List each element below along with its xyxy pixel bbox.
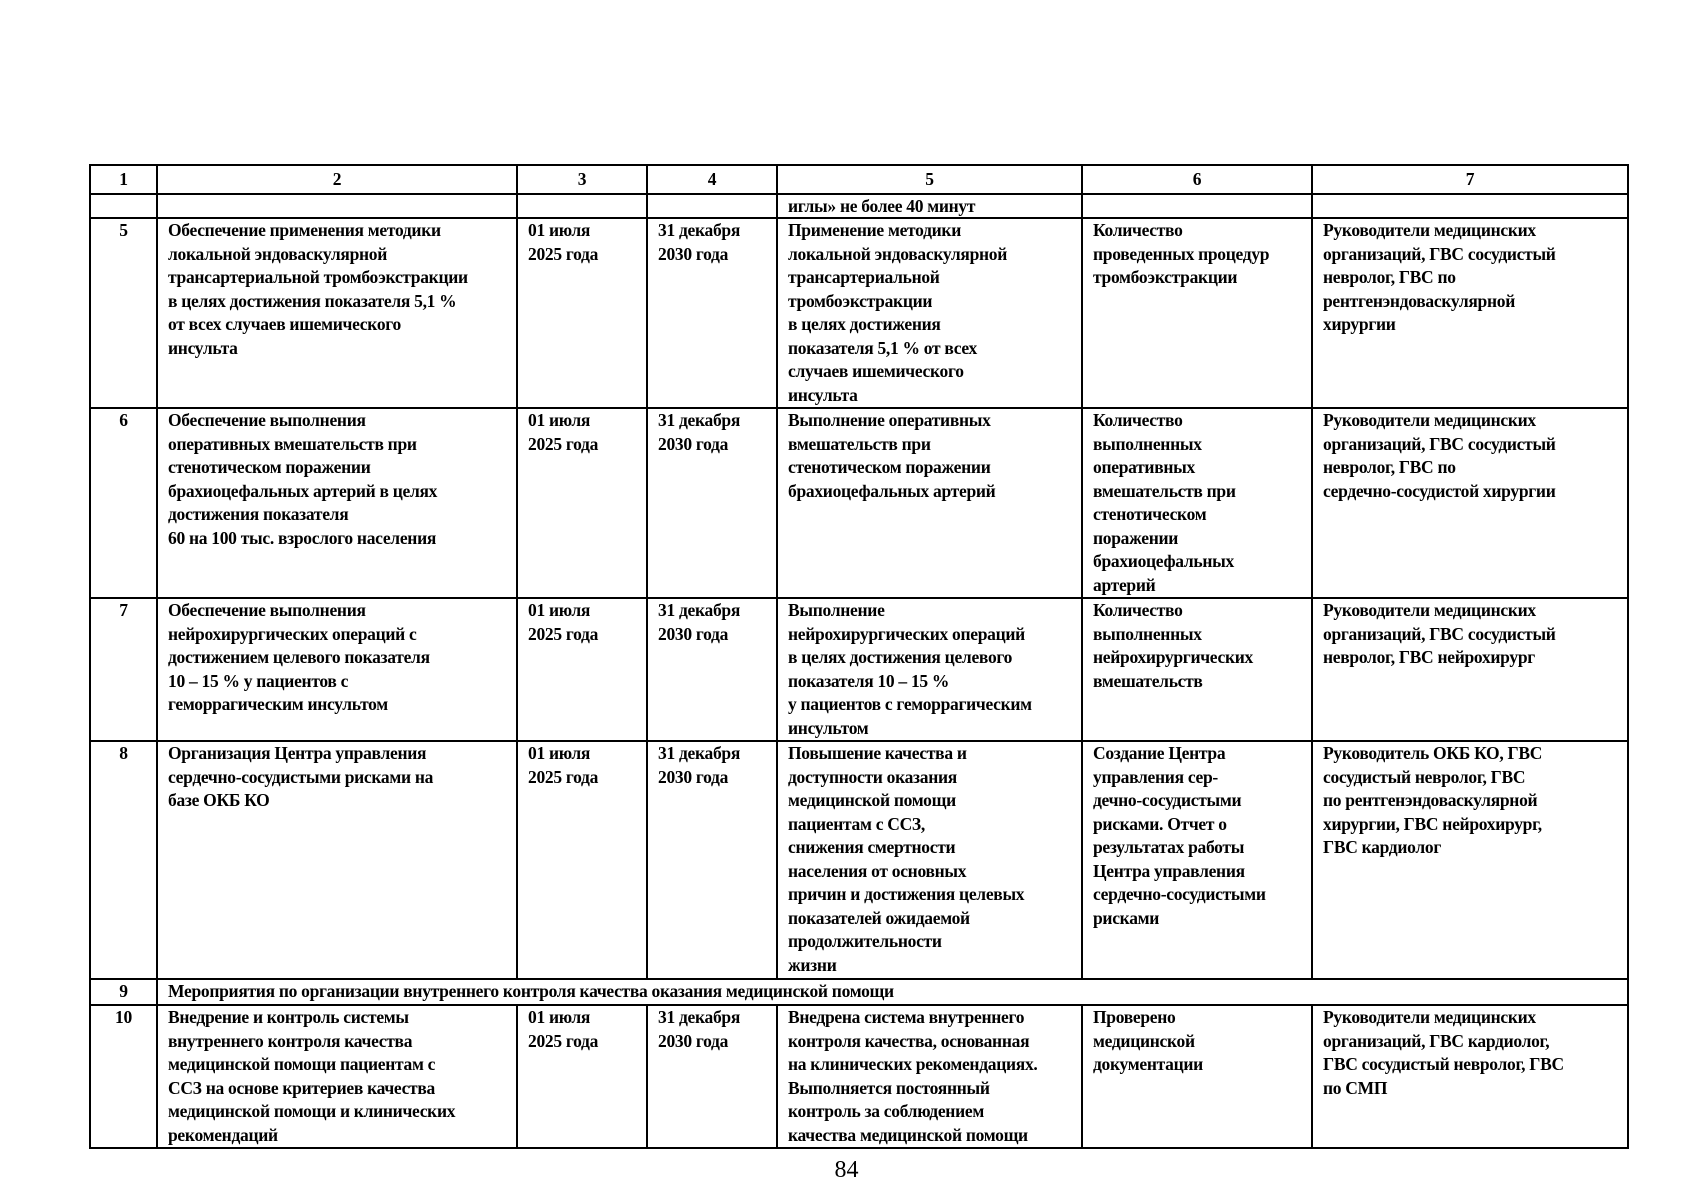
indicator-cell: Проверено медицинской документации [1082,1005,1312,1148]
start-date-cell: 01 июля 2025 года [517,408,647,598]
indicator-cell: Количество выполненных нейрохирургических вмешательств [1082,598,1312,741]
row-number: 10 [90,1005,157,1148]
continuation-end-cell [647,194,777,218]
responsible-cell: Руководители медицинских организаций, ГВС кардиолог, ГВС сосудистый невролог, ГВС по СМП [1312,1005,1628,1148]
result-cell: Внедрена система внутреннего контроля качества, основанная на клинических рекомендациях. Выполняется постоянный контроль за соблюдением качества медицинской помощи [777,1005,1082,1148]
row-number: 8 [90,741,157,979]
indicator-cell: Количество проведенных процедур тромбоэкстракции [1082,218,1312,408]
result-cell: Выполнение нейрохирургических операций в целях достижения целевого показателя 10 – 15 % у пациентов с геморрагическим инсультом [777,598,1082,741]
section-title: Мероприятия по организации внутреннего контроля качества оказания медицинской помощи [157,979,1628,1005]
indicator-cell: Количество выполненных оперативных вмешательств при стенотическом поражении брахиоцефальных артерий [1082,408,1312,598]
column-number-1: 1 [90,165,157,194]
table-row [90,408,1628,598]
start-date-cell: 01 июля 2025 года [517,598,647,741]
end-date-cell: 31 декабря 2030 года [647,741,777,979]
table-row [90,598,1628,741]
column-number-5: 5 [777,165,1082,194]
column-number-6: 6 [1082,165,1312,194]
end-date-cell: 31 декабря 2030 года [647,408,777,598]
measure-cell: Обеспечение применения методики локальной эндоваскулярной трансартериальной тромбоэкстракции в целях достижения показателя 5,1 % от всех случаев ишемического инсульта [157,218,517,408]
row-number: 5 [90,218,157,408]
row-number: 6 [90,408,157,598]
measures-table [89,164,1629,1149]
start-date-cell: 01 июля 2025 года [517,218,647,408]
result-cell: Выполнение оперативных вмешательств при стенотическом поражении брахиоцефальных артерий [777,408,1082,598]
result-cell: Повышение качества и доступности оказания медицинской помощи пациентам с ССЗ, снижения смертности населения от основных причин и достижения целевых показателей ожидаемой продолжительности жизни [777,741,1082,979]
start-date-cell: 01 июля 2025 года [517,741,647,979]
column-number-3: 3 [517,165,647,194]
column-number-2: 2 [157,165,517,194]
continuation-responsible-cell [1312,194,1628,218]
row-number: 7 [90,598,157,741]
measure-cell: Обеспечение выполнения нейрохирургических операций с достижением целевого показателя 10 – 15 % у пациентов с геморрагическим инсультом [157,598,517,741]
column-number-7: 7 [1312,165,1628,194]
result-cell: Применение методики локальной эндоваскулярной трансартериальной тромбоэкстракции в целях достижения показателя 5,1 % от всех случаев ишемического инсульта [777,218,1082,408]
responsible-cell: Руководитель ОКБ КО, ГВС сосудистый невролог, ГВС по рентгенэндоваскулярной хирургии, ГВС нейрохирург, ГВС кардиолог [1312,741,1628,979]
column-number-4: 4 [647,165,777,194]
table-row [90,741,1628,979]
continuation-indicator-cell [1082,194,1312,218]
continuation-num-cell [90,194,157,218]
continuation-result-cell: иглы» не более 40 минут [777,194,1082,218]
column-number-header-row [90,165,1628,194]
measure-cell: Обеспечение выполнения оперативных вмешательств при стенотическом поражении брахиоцефальных артерий в целях достижения показателя 60 на 100 тыс. взрослого населения [157,408,517,598]
page-number: 84 [834,1157,859,1183]
table-row [90,1005,1628,1148]
responsible-cell: Руководители медицинских организаций, ГВС сосудистый невролог, ГВС нейрохирург [1312,598,1628,741]
continuation-row [90,194,1628,218]
section-header-row [90,979,1628,1005]
end-date-cell: 31 декабря 2030 года [647,1005,777,1148]
end-date-cell: 31 декабря 2030 года [647,598,777,741]
continuation-start-cell [517,194,647,218]
measure-cell: Организация Центра управления сердечно-сосудистыми рисками на базе ОКБ КО [157,741,517,979]
measure-cell: Внедрение и контроль системы внутреннего контроля качества медицинской помощи пациентам с ССЗ на основе критериев качества медицинской помощи и клинических рекомендаций [157,1005,517,1148]
indicator-cell: Создание Центра управления сер- дечно-сосудистыми рисками. Отчет о результатах работы Центра управления сердечно-сосудистыми рисками [1082,741,1312,979]
continuation-measure-cell [157,194,517,218]
end-date-cell: 31 декабря 2030 года [647,218,777,408]
table-row [90,218,1628,408]
responsible-cell: Руководители медицинских организаций, ГВС сосудистый невролог, ГВС по рентгенэндоваскулярной хирургии [1312,218,1628,408]
start-date-cell: 01 июля 2025 года [517,1005,647,1148]
section-number: 9 [90,979,157,1005]
responsible-cell: Руководители медицинских организаций, ГВС сосудистый невролог, ГВС по сердечно-сосудистой хирургии [1312,408,1628,598]
